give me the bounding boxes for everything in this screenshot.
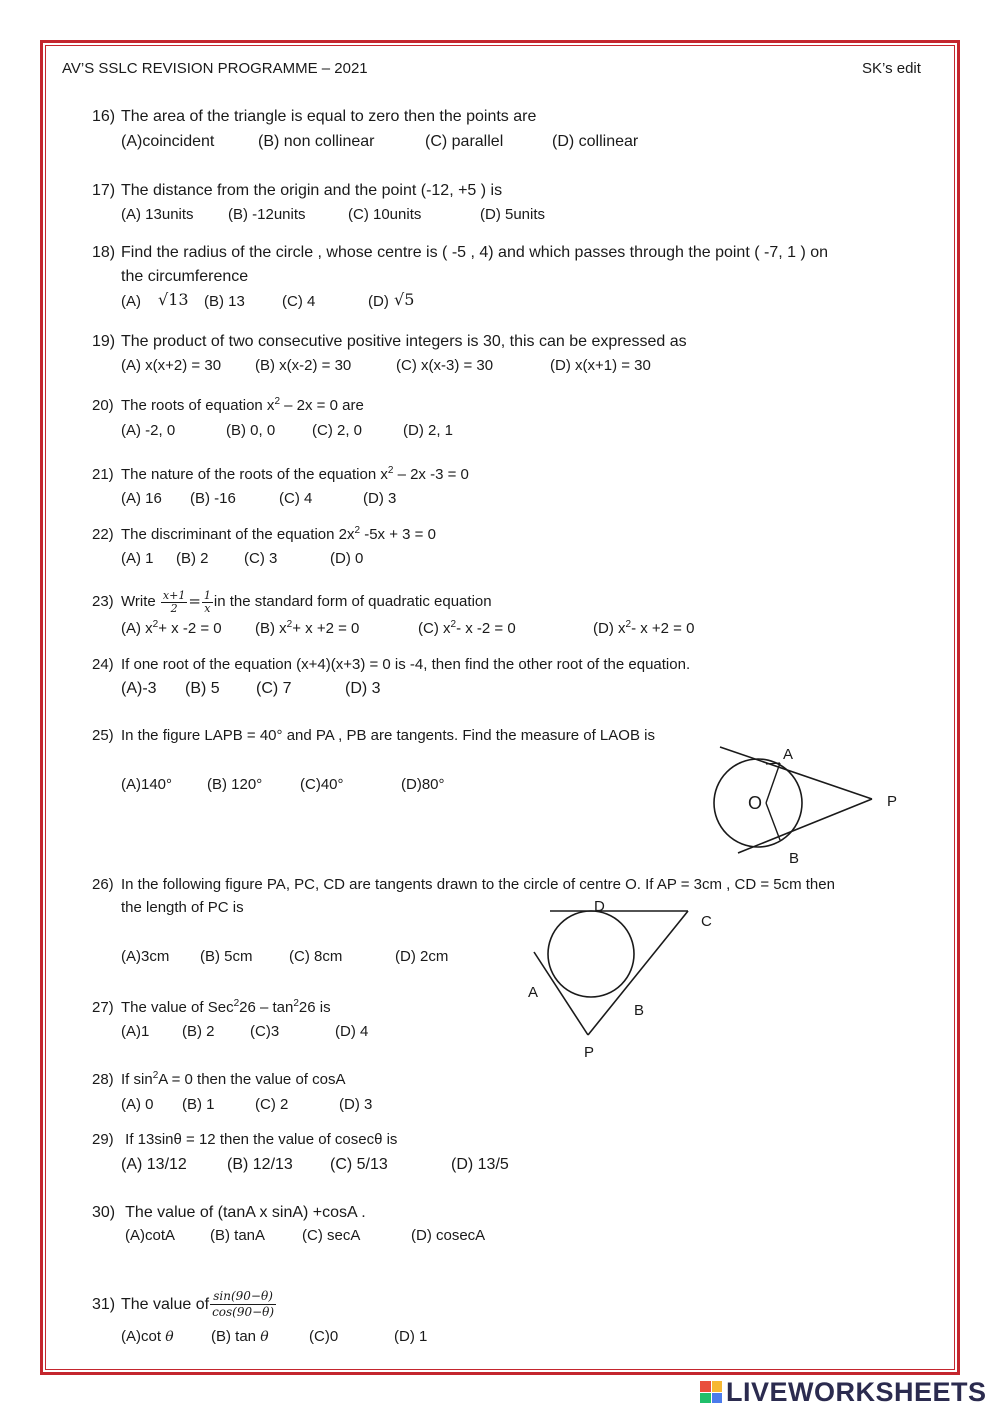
option-d-value[interactable]: √5 <box>394 290 415 309</box>
option-b[interactable]: (B) 2 <box>182 1023 215 1040</box>
liveworksheets-brand[interactable] <box>700 1374 987 1410</box>
option-b[interactable]: (B) -16 <box>190 490 236 507</box>
question-number: 21) <box>92 466 114 483</box>
question-number: 19) <box>92 333 116 350</box>
option-a-value[interactable]: √13 <box>158 290 189 309</box>
tangent-pa <box>534 952 588 1035</box>
circle <box>548 911 634 997</box>
fraction <box>210 1289 276 1320</box>
question-text: 26 – tan <box>239 999 294 1016</box>
option-b[interactable]: (B) 2 <box>176 550 209 567</box>
question-21 <box>92 465 469 485</box>
option-b[interactable]: (B) 0, 0 <box>226 422 276 439</box>
tangent-pa <box>720 747 872 799</box>
option-c[interactable]: (C) x(x-3) = 30 <box>396 357 494 374</box>
option-b[interactable]: (B) x(x-2) = 30 <box>255 357 352 374</box>
question-text: The distance from the origin and the point (-12, +5 ) is <box>121 182 503 199</box>
option-c[interactable]: (C) 5/13 <box>330 1156 388 1173</box>
question-26 <box>92 875 835 895</box>
question-number: 22) <box>92 526 114 543</box>
label-p: P <box>584 1044 595 1061</box>
option-d[interactable]: (D) 0 <box>330 550 364 567</box>
fraction-numerator: 1 <box>203 588 211 602</box>
question-22 <box>92 525 436 545</box>
option-a[interactable]: (A)3cm <box>121 948 170 965</box>
question-24 <box>92 655 690 675</box>
option-a[interactable]: (A) -2, 0 <box>121 422 176 439</box>
option-c[interactable]: (C) $x^2-$ x -2 = 0 <box>418 619 516 637</box>
option-b[interactable]: (B) tanA <box>210 1227 266 1244</box>
question-18 <box>92 243 828 263</box>
question-text: If 13sinθ = 12 then the value of cosecθ is <box>121 1131 398 1148</box>
option-b[interactable]: (B) 13 <box>204 293 245 310</box>
option-b[interactable]: (B) 120° <box>207 776 263 793</box>
option-a[interactable]: (A)cot θ <box>121 1328 174 1345</box>
label-p: P <box>887 793 898 810</box>
question-text: The discriminant of the equation 2x <box>121 526 355 543</box>
question-text: In the figure LAPB = 40° and PA , PB are tangents. Find the measure of LAOB is <box>121 727 655 744</box>
option-c[interactable]: (C) parallel <box>425 133 504 150</box>
option-a[interactable]: (A) x(x+2) = 30 <box>121 357 222 374</box>
brand-name: LIVEWORKSHEETS <box>726 1376 987 1407</box>
tangent-figure-q25 <box>700 735 920 870</box>
question-number: 26) <box>92 876 114 893</box>
question-number: 20) <box>92 397 114 414</box>
liveworksheets-logo-icon <box>700 1381 722 1403</box>
question-text: The roots of equation x <box>121 397 275 414</box>
question-number: 28) <box>92 1071 114 1088</box>
option-a[interactable]: (A)140° <box>121 776 173 793</box>
option-d[interactable]: (D) 13/5 <box>451 1156 509 1173</box>
option-a[interactable]: (A) 1 <box>121 550 154 567</box>
question-30 <box>92 1203 366 1223</box>
question-text: The value of Sec <box>121 999 234 1016</box>
option-c[interactable]: (C) 2, 0 <box>312 422 363 439</box>
option-a[interactable]: (A) 13/12 <box>121 1156 187 1173</box>
label-a: A <box>528 984 539 1001</box>
question-16 <box>92 107 536 127</box>
question-text: Write <box>121 593 156 610</box>
radius-oa <box>766 763 780 803</box>
tangent-figure-q26 <box>520 895 720 1065</box>
exponent: 2 <box>274 396 280 407</box>
fraction-denominator: 2 <box>170 601 178 615</box>
question-text: A = 0 then the value of cosA <box>158 1071 346 1088</box>
option-c[interactable]: (C) 10units <box>348 206 422 223</box>
question-text: The area of the triangle is equal to zero then the points are <box>121 108 537 125</box>
question-text: If one root of the equation (x+4)(x+3) = 0 is -4, then find the other root of the equation. <box>121 656 691 673</box>
option-d[interactable]: (D) 3 <box>345 680 381 697</box>
exponent: 2 <box>293 998 299 1009</box>
question-number: 23) <box>92 593 114 610</box>
fraction-left <box>161 590 187 615</box>
question-28 <box>92 1070 345 1090</box>
label-c: C <box>701 913 712 930</box>
option-b[interactable]: (B) -12units <box>228 206 306 223</box>
option-d[interactable]: (D)80° <box>401 776 445 793</box>
option-c[interactable]: (C) 3 <box>244 550 278 567</box>
radius-ob <box>766 803 780 840</box>
option-d[interactable]: (D) 3 <box>363 490 397 507</box>
question-29 <box>92 1130 397 1150</box>
question-25 <box>92 726 655 746</box>
option-b[interactable]: (B) $x^2+ x +2 = 0$ <box>255 619 360 637</box>
option-c[interactable]: (C) 8cm <box>289 948 343 965</box>
option-c[interactable]: (C) secA <box>302 1227 361 1244</box>
question-text: Find the radius of the circle , whose centre is ( -5 , 4) and which passes through the point ( -7, 1 ) on <box>121 244 829 261</box>
question-text: If sin <box>121 1071 153 1088</box>
question-number: 16) <box>92 108 116 125</box>
option-c[interactable]: (C)3 <box>250 1023 280 1040</box>
question-text: The value of (tanA x sinA) +cosA . <box>121 1204 366 1221</box>
question-number: 24) <box>92 656 114 673</box>
question-19 <box>92 332 687 352</box>
option-a[interactable]: (A)cotA <box>125 1227 176 1244</box>
theta-symbol: θ <box>165 1329 174 1345</box>
option-a[interactable]: (A) $x^2+ x$ -2 = 0 <box>121 619 222 637</box>
option-a-label[interactable]: (A) <box>121 293 141 310</box>
question-text: In the following figure PA, PC, CD are tangents drawn to the circle of centre O. If AP = 3cm , CD = 5cm then <box>121 876 835 893</box>
header-edit: SK’s edit <box>862 60 921 77</box>
label-b: B <box>634 1002 645 1019</box>
option-d[interactable]: (D) 1 <box>394 1328 428 1345</box>
question-text: -5x + 3 = 0 <box>360 526 436 543</box>
question-27 <box>92 998 331 1018</box>
option-d[interactable]: (D) 2cm <box>395 948 449 965</box>
question-text: – 2x -3 = 0 <box>393 466 469 483</box>
option-c[interactable]: (C) 4 <box>279 490 313 507</box>
fraction-numerator: x+1 <box>162 588 186 602</box>
question-text: 26 is <box>298 999 331 1016</box>
header-title: AV’S SSLC REVISION PROGRAMME – 2021 <box>62 60 368 77</box>
equals-sign: = <box>188 592 201 610</box>
question-number: 17) <box>92 182 116 199</box>
question-number: 18) <box>92 244 116 261</box>
option-d[interactable]: (D) 2, 1 <box>403 422 454 439</box>
option-c[interactable]: (C) 2 <box>255 1096 289 1113</box>
option-d[interactable]: (D) 4 <box>335 1023 369 1040</box>
fraction-denominator: cos(90−θ) <box>212 1305 275 1320</box>
exponent: 2 <box>354 525 361 536</box>
question-text-continued: the length of PC is <box>121 899 244 916</box>
question-number: 29) <box>92 1131 114 1148</box>
question-text: The product of two consecutive positive integers is 30, this can be expressed as <box>121 333 687 350</box>
question-number: 31) <box>92 1296 116 1313</box>
option-a[interactable]: (A) 16 <box>121 490 162 507</box>
option-d[interactable]: (D) x(x+1) = 30 <box>550 357 651 374</box>
exponent: 2 <box>152 1070 159 1081</box>
option-a[interactable]: (A) 0 <box>121 1096 154 1113</box>
question-number: 27) <box>92 999 114 1016</box>
option-a[interactable]: (A) 13units <box>121 206 194 223</box>
fraction-numerator: sin(90−θ) <box>210 1289 276 1305</box>
question-23 <box>92 588 492 615</box>
option-d[interactable]: (D) 5units <box>480 206 546 223</box>
option-d[interactable]: (D) 3 <box>339 1096 373 1113</box>
question-text: The value of <box>121 1296 210 1313</box>
option-a[interactable]: (A)1 <box>121 1023 150 1040</box>
label-a: A <box>783 746 794 763</box>
question-text: in the standard form of quadratic equation <box>213 593 492 610</box>
question-number: 25) <box>92 727 114 744</box>
question-17 <box>92 181 502 201</box>
fraction-right <box>202 590 213 615</box>
option-b[interactable]: (B) non collinear <box>258 133 375 150</box>
option-b[interactable]: (B) 5cm <box>200 948 253 965</box>
option-d[interactable]: (D) $x^2-$ x +2 = 0 <box>593 619 695 637</box>
option-c[interactable]: (C)0 <box>309 1328 339 1345</box>
option-a[interactable]: (A)-3 <box>121 680 157 697</box>
option-a[interactable]: (A)coincident <box>121 133 215 150</box>
question-number: 30) <box>92 1204 116 1221</box>
option-d[interactable]: (D) collinear <box>552 133 639 150</box>
question-text: – 2x = 0 are <box>280 397 364 414</box>
option-b[interactable]: (B) tan θ <box>211 1328 269 1345</box>
fraction-denominator: x <box>204 601 211 615</box>
option-c[interactable]: (C)40° <box>300 776 344 793</box>
question-31 <box>92 1285 277 1325</box>
exponent: 2 <box>387 465 394 476</box>
question-20 <box>92 396 364 416</box>
option-c[interactable]: (C) 4 <box>282 293 316 310</box>
option-d-label[interactable]: (D) <box>368 293 389 310</box>
label-d: D <box>594 898 605 915</box>
option-d[interactable]: (D) cosecA <box>411 1227 486 1244</box>
option-b[interactable]: (B) 12/13 <box>227 1156 293 1173</box>
label-o: O <box>748 793 763 813</box>
option-b[interactable]: (B) 5 <box>185 680 220 697</box>
question-text-continued: the circumference <box>121 268 249 285</box>
theta-symbol: θ <box>260 1329 269 1345</box>
exponent: 2 <box>233 998 240 1009</box>
option-c[interactable]: (C) 7 <box>256 680 292 697</box>
option-b[interactable]: (B) 1 <box>182 1096 215 1113</box>
label-b: B <box>789 850 800 867</box>
question-text: The nature of the roots of the equation x <box>121 466 388 483</box>
